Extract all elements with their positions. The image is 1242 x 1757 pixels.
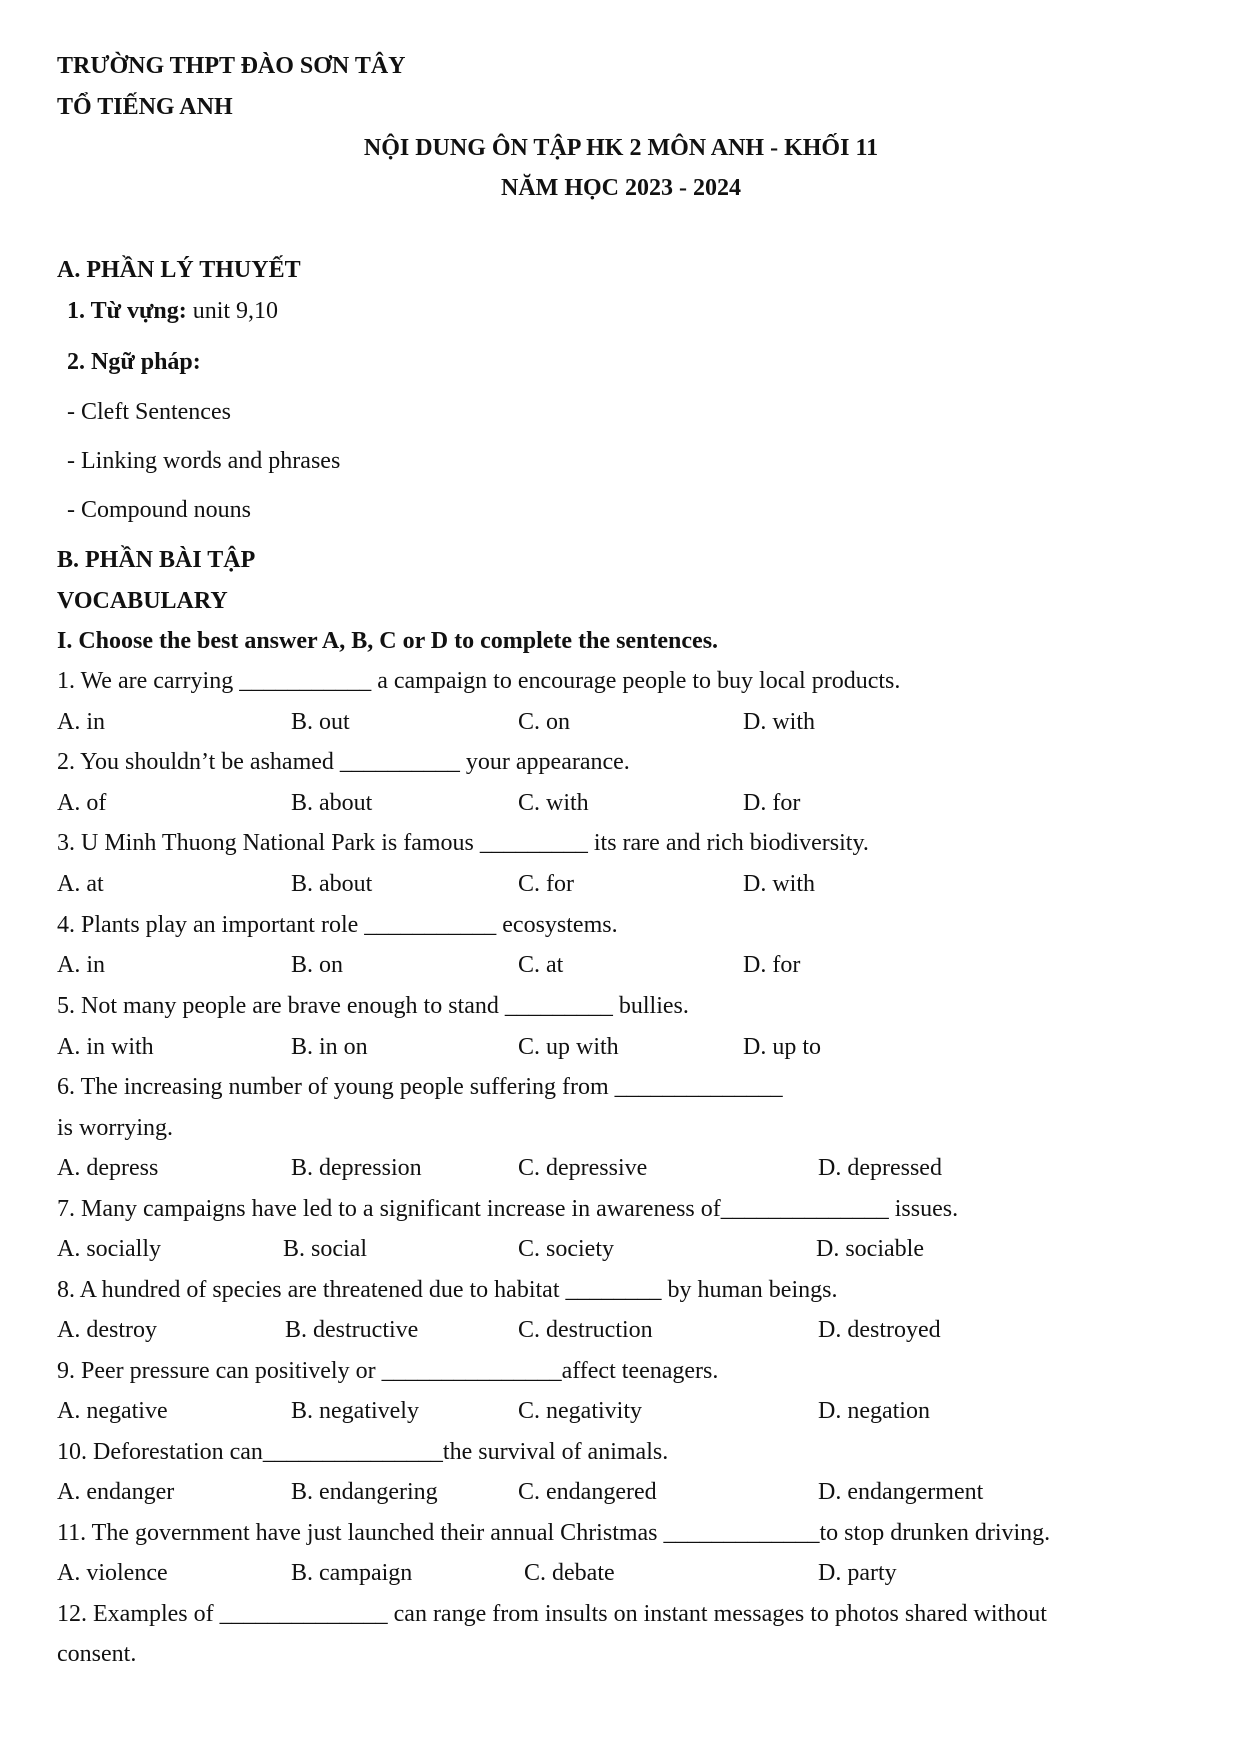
option-c: C. negativity — [518, 1398, 642, 1424]
option-a: A. in — [57, 709, 105, 735]
option-b: B. about — [291, 790, 373, 816]
option-a: A. at — [57, 871, 104, 897]
option-a: A. negative — [57, 1398, 168, 1424]
option-d: D. up to — [743, 1034, 821, 1060]
option-b: B. on — [291, 952, 344, 978]
question-text: 6. The increasing number of young people suffering from ______________ — [57, 1074, 783, 1100]
option-a: A. endanger — [57, 1479, 175, 1505]
option-c: C. for — [518, 871, 574, 897]
grammar-item: - Linking words and phrases — [67, 448, 341, 474]
option-a: A. of — [57, 790, 107, 816]
option-b: B. depression — [291, 1155, 422, 1181]
school-year: NĂM HỌC 2023 - 2024 — [501, 175, 741, 201]
option-b: B. social — [283, 1236, 367, 1262]
question-text: 8. A hundred of species are threatened due to habitat ________ by human beings. — [57, 1277, 838, 1303]
option-c: C. up with — [518, 1034, 619, 1060]
question-text: 12. Examples of ______________ can range from insults on instant messages to photos shared without — [57, 1601, 1047, 1627]
option-a: A. destroy — [57, 1317, 157, 1343]
option-c: C. society — [518, 1236, 614, 1262]
grammar-item: - Cleft Sentences — [67, 399, 231, 425]
question-text: 10. Deforestation can_______________the survival of animals. — [57, 1439, 669, 1465]
option-b: B. endangering — [291, 1479, 438, 1505]
vocab-value: unit 9,10 — [186, 298, 279, 324]
department-name: TỔ TIẾNG ANH — [57, 94, 233, 120]
option-b: B. negatively — [291, 1398, 419, 1424]
vocab-label: 1. Từ vựng: — [67, 298, 187, 324]
option-a: A. in — [57, 952, 105, 978]
option-c: C. with — [518, 790, 589, 816]
option-d: D. destroyed — [818, 1317, 941, 1343]
option-c: C. on — [518, 709, 571, 735]
option-c: C. debate — [524, 1560, 615, 1586]
option-d: D. party — [818, 1560, 897, 1586]
option-a: A. violence — [57, 1560, 168, 1586]
option-b: B. destructive — [285, 1317, 419, 1343]
question-text-continued: is worrying. — [57, 1115, 173, 1141]
option-c: C. at — [518, 952, 564, 978]
option-c: C. destruction — [518, 1317, 653, 1343]
option-a: A. depress — [57, 1155, 159, 1181]
option-c: C. endangered — [518, 1479, 657, 1505]
school-name: TRƯỜNG THPT ĐÀO SƠN TÂY — [57, 53, 406, 79]
question-text: 7. Many campaigns have led to a significant increase in awareness of______________ issues. — [57, 1196, 959, 1222]
grammar-item: - Compound nouns — [67, 497, 252, 523]
question-text: 3. U Minh Thuong National Park is famous _________ its rare and rich biodiversity. — [57, 830, 869, 856]
question-text-continued: consent. — [57, 1641, 137, 1667]
question-text: 5. Not many people are brave enough to stand _________ bullies. — [57, 993, 689, 1019]
option-b: B. campaign — [291, 1560, 413, 1586]
theory-heading: A. PHẦN LÝ THUYẾT — [57, 257, 301, 283]
option-a: A. socially — [57, 1236, 161, 1262]
question-text: 1. We are carrying ___________ a campaign to encourage people to buy local products. — [57, 668, 901, 694]
option-d: D. endangerment — [818, 1479, 984, 1505]
option-c: C. depressive — [518, 1155, 648, 1181]
option-d: D. with — [743, 871, 815, 897]
vocab-line — [67, 296, 278, 326]
option-d: D. negation — [818, 1398, 930, 1424]
exercise-instruction: I. Choose the best answer A, B, C or D to complete the sentences. — [57, 628, 719, 654]
option-a: A. in with — [57, 1034, 154, 1060]
option-d: D. for — [743, 952, 801, 978]
option-b: B. about — [291, 871, 373, 897]
question-text: 2. You shouldn’t be ashamed __________ your appearance. — [57, 749, 630, 775]
exercises-heading: B. PHẦN BÀI TẬP — [57, 547, 256, 573]
option-b: B. in on — [291, 1034, 368, 1060]
question-text: 9. Peer pressure can positively or _______________affect teenagers. — [57, 1358, 719, 1384]
question-text: 4. Plants play an important role ___________ ecosystems. — [57, 912, 618, 938]
document-title: NỘI DUNG ÔN TẬP HK 2 MÔN ANH - KHỐI 11 — [363, 135, 879, 161]
vocabulary-subheading: VOCABULARY — [57, 588, 228, 614]
option-d: D. sociable — [816, 1236, 924, 1262]
option-d: D. for — [743, 790, 801, 816]
option-d: D. with — [743, 709, 815, 735]
question-text: 11. The government have just launched their annual Christmas _____________to stop drunken driving. — [57, 1520, 1051, 1546]
grammar-label: 2. Ngữ pháp: — [67, 349, 201, 375]
option-d: D. depressed — [818, 1155, 942, 1181]
option-b: B. out — [291, 709, 350, 735]
